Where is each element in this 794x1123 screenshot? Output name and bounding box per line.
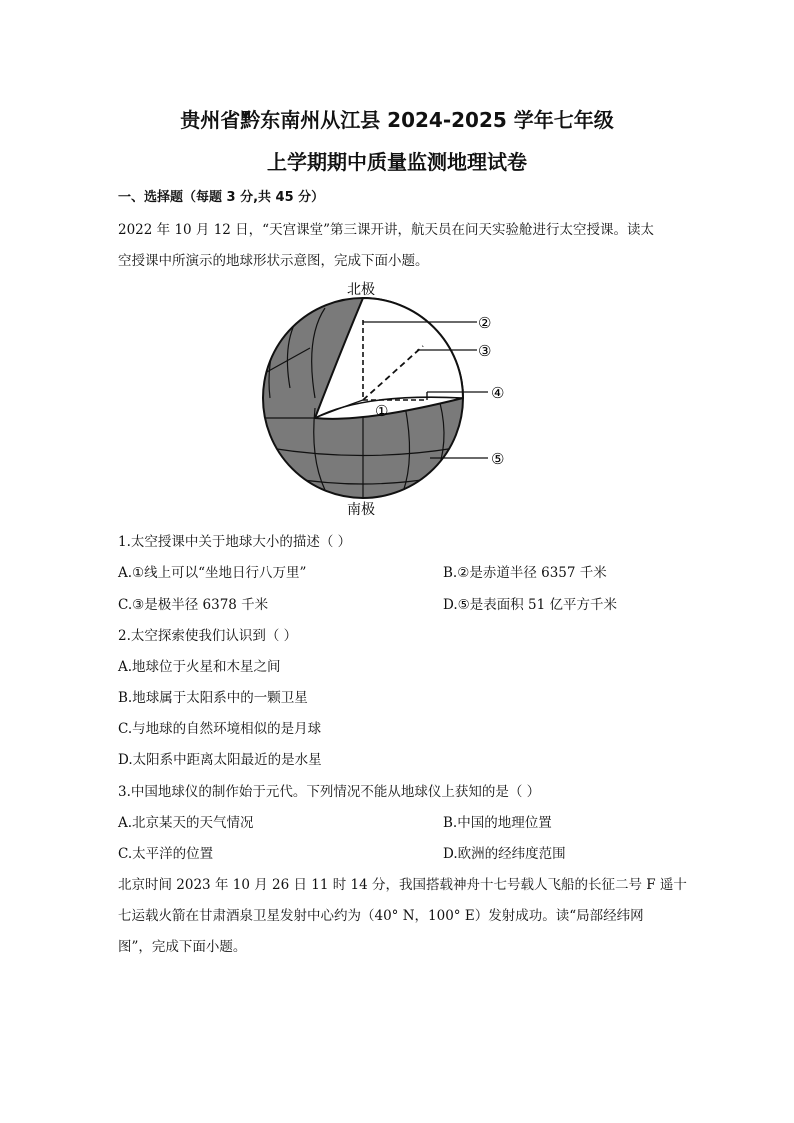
marker-3: ③ bbox=[478, 342, 492, 360]
option-c: C.③是极半径 6378 千米 bbox=[118, 597, 269, 613]
intro-paragraph-line: 图”，完成下面小题。 bbox=[118, 939, 247, 955]
intro-paragraph-line: 空授课中所演示的地球形状示意图，完成下面小题。 bbox=[118, 253, 429, 269]
marker-5: ⑤ bbox=[491, 450, 505, 468]
south-pole-label: 南极 bbox=[347, 502, 375, 518]
exam-title-line2: 上学期期中质量监测地理试卷 bbox=[267, 150, 527, 174]
earth-shape-diagram bbox=[255, 278, 535, 518]
option-b: B.②是赤道半径 6357 千米 bbox=[443, 565, 607, 581]
option-d: D.欧洲的经纬度范围 bbox=[443, 846, 566, 862]
option-c: C.太平洋的位置 bbox=[118, 846, 214, 862]
option-c: C.与地球的自然环境相似的是月球 bbox=[118, 721, 322, 737]
exam-title-line1: 贵州省黔东南州从江县 2024-2025 学年七年级 bbox=[180, 108, 614, 132]
question-stem: 2.太空探索使我们认识到（ ） bbox=[118, 628, 298, 644]
intro-paragraph-line: 七运载火箭在甘肃酒泉卫星发射中心约为（40° N，100° E）发射成功。读“局部经纬网 bbox=[118, 908, 644, 924]
section-heading: 一、选择题（每题 3 分,共 45 分） bbox=[118, 190, 325, 205]
option-b: B.地球属于太阳系中的一颗卫星 bbox=[118, 690, 308, 706]
option-d: D.⑤是表面积 51 亿平方千米 bbox=[443, 597, 617, 613]
marker-2: ② bbox=[478, 314, 492, 332]
marker-4: ④ bbox=[491, 384, 505, 402]
intro-paragraph-line: 2022 年 10 月 12 日，“天宫课堂”第三课开讲，航天员在问天实验舱进行太空授课。读太 bbox=[118, 222, 654, 238]
intro-paragraph-line: 北京时间 2023 年 10 月 26 日 11 时 14 分，我国搭载神舟十七号载人飞船的长征二号 F 遥十 bbox=[118, 877, 687, 893]
north-pole-label: 北极 bbox=[347, 282, 375, 298]
option-d: D.太阳系中距离太阳最近的是水星 bbox=[118, 752, 322, 768]
marker-1: ① bbox=[375, 402, 389, 420]
option-b: B.中国的地理位置 bbox=[443, 815, 552, 831]
question-stem: 1.太空授课中关于地球大小的描述（ ） bbox=[118, 534, 352, 550]
option-a: A.①线上可以“坐地日行八万里” bbox=[118, 565, 307, 581]
option-a: A.北京某天的天气情况 bbox=[118, 815, 254, 831]
option-a: A.地球位于火星和木星之间 bbox=[118, 659, 281, 675]
question-stem: 3.中国地球仪的制作始于元代。下列情况不能从地球仪上获知的是（ ） bbox=[118, 784, 541, 800]
